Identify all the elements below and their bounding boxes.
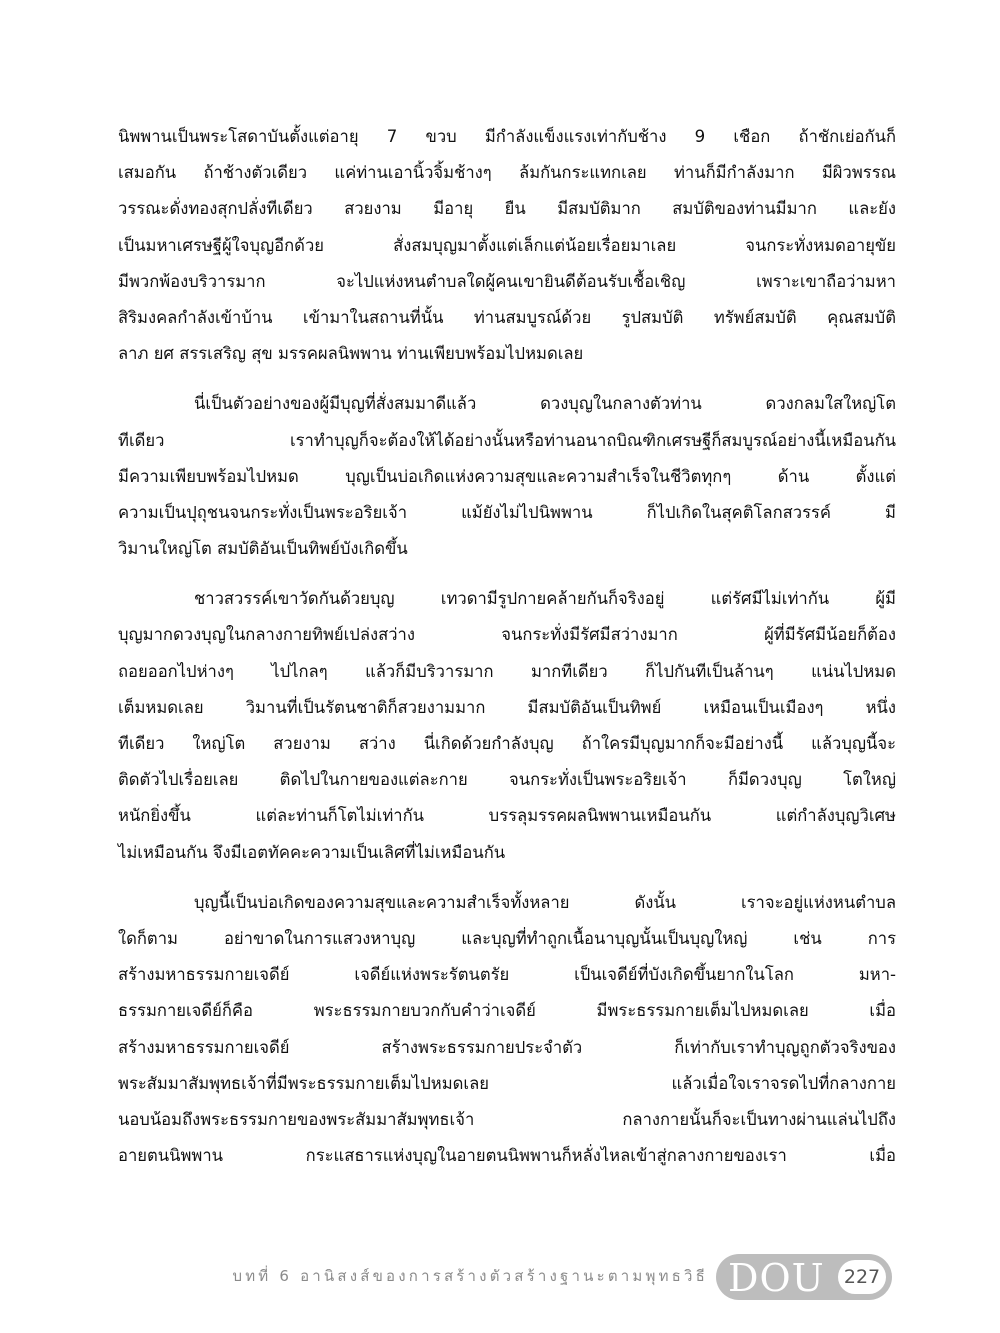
text-line: นอบน้อมถึงพระธรรมกายของพระสัมมาสัมพุทธเจ้า กลางกายนั้นก็จะเป็นทางผ่านแล่นไปถึง	[118, 1109, 896, 1129]
text-line: ติดตัวไปเรื่อยเลย ติดไปในกายของแต่ละกาย จนกระทั่งเป็นพระอริยเจ้า ก็มีดวงบุญ โตใหญ่	[118, 770, 896, 790]
text-line: ความเป็นปุถุชนจนกระทั่งเป็นพระอริยเจ้า แม้ยังไม่ไปนิพพาน ก็ไปเกิดในสุคติโลกสวรรค์ มี	[118, 502, 896, 522]
page-number: 227	[838, 1260, 886, 1294]
text-line: ไม่เหมือนกัน จึงมีเอตทัคคะความเป็นเลิศที่ไม่เหมือนกัน	[118, 842, 506, 862]
body-text	[118, 119, 896, 1174]
text-line: ลาภ ยศ สรรเสริญ สุข มรรคผลนิพพาน ท่านเพียบพร้อมไปหมดเลย	[118, 344, 584, 364]
text-line: เสมอกัน ถ้าช้างตัวเดียว แค่ท่านเอานิ้วจิ้มช้างๆ ล้มกันกระแทกเลย ท่านก็มีกำลังมาก มีผิวพรรณ	[118, 163, 896, 183]
chapter-title: บทที่ 6 อานิสงส์ของการสร้างตัวสร้างฐานะตามพุทธวิธี	[232, 1267, 708, 1285]
text-line: อายตนนิพพาน กระแสธารแห่งบุญในอายตนนิพพานก็หลั่งไหลเข้าสู่กลางกายของเรา เมื่อ	[118, 1146, 896, 1166]
text-line: ถอยออกไปห่างๆ ไปไกลๆ แล้วก็มีบริวารมาก มากทีเดียว ก็ไปกันทีเป็นล้านๆ แน่นไปหมด	[118, 661, 896, 681]
text-line: เป็นมหาเศรษฐีผู้ใจบุญอีกด้วย สั่งสมบุญมาตั้งแต่เล็กแต่น้อยเรื่อยมาเลย จนกระทั่งหมดอายุขัย	[118, 235, 896, 255]
text-line: บุญนี้เป็นบ่อเกิดของความสุขและความสำเร็จทั้งหลาย ดังนั้น เราจะอยู่แห่งหนตำบล	[194, 892, 896, 912]
paragraph-3	[118, 581, 896, 871]
paragraph-4	[118, 885, 896, 1175]
text-line: ทีเดียว เราทำบุญก็จะต้องให้ได้อย่างนั้นหรือท่านอนาถบิณฑิกเศรษฐีก็สมบูรณ์อย่างนี้เหมือนกัน	[118, 430, 896, 450]
text-line: ธรรมกายเจดีย์ก็คือ พระธรรมกายบวกกับคำว่าเจดีย์ มีพระธรรมกายเต็มไปหมดเลย เมื่อ	[118, 1001, 896, 1021]
text-line: บุญมากดวงบุญในกลางกายทิพย์เปล่งสว่าง จนกระทั่งมีรัศมีสว่างมาก ผู้ที่มีรัศมีน้อยก็ต้อง	[118, 625, 896, 645]
text-line: สร้างมหาธรรมกายเจดีย์ สร้างพระธรรมกายประจำตัว ก็เท่ากับเราทำบุญถูกตัวจริงของ	[118, 1037, 896, 1057]
text-line: ทีเดียว ใหญ่โต สวยงาม สว่าง นี่เกิดด้วยกำลังบุญ ถ้าใครมีบุญมากก็จะมีอย่างนี้ แล้วบุญนี้จะ	[118, 734, 896, 753]
text-line: นี่เป็นตัวอย่างของผู้มีบุญที่สั่งสมมาดีแล้ว ดวงบุญในกลางตัวท่าน ดวงกลมใสใหญ่โต	[194, 394, 896, 414]
text-line: ใดก็ตาม อย่าขาดในการแสวงหาบุญ และบุญที่ทำถูกเนื้อนาบุญนั้นเป็นบุญใหญ่ เช่น การ	[118, 928, 896, 948]
text-line: วิมานใหญ่โต สมบัติอันเป็นทิพย์บังเกิดขึ้น	[118, 539, 408, 559]
text-line: ชาวสวรรค์เขาวัดกันด้วยบุญ เทวดามีรูปกายคล้ายกันก็จริงอยู่ แต่รัศมีไม่เท่ากัน ผู้มี	[194, 589, 896, 609]
text-line: มีความเพียบพร้อมไปหมด บุญเป็นบ่อเกิดแห่งความสุขและความสำเร็จในชีวิตทุกๆ ด้าน ตั้งแต่	[118, 466, 896, 486]
text-line: เต็มหมดเลย วิมานที่เป็นรัตนชาติก็สวยงามมาก มีสมบัติอันเป็นทิพย์ เหมือนเป็นเมืองๆ หนึ่ง	[118, 697, 896, 717]
page-footer	[0, 1248, 1000, 1308]
text-line: นิพพานเป็นพระโสดาบันตั้งแต่อายุ 7 ขวบ มีกำลังแข็งแรงเท่ากับช้าง 9 เชือก ถ้าชักเย่อกันก็	[118, 127, 896, 146]
text-line: สิริมงคลกำลังเข้าบ้าน เข้ามาในสถานที่นั้น ท่านสมบูรณ์ด้วย รูปสมบัติ ทรัพย์สมบัติ คุณสมบัติ	[118, 307, 896, 327]
text-line: สร้างมหาธรรมกายเจดีย์ เจดีย์แห่งพระรัตนตรัย เป็นเจดีย์ที่บังเกิดขึ้นยากในโลก มหา-	[118, 965, 896, 985]
text-line: วรรณะดั่งทองสุกปลั่งทีเดียว สวยงาม มีอายุ ยืน มีสมบัติมาก สมบัติของท่านมีมาก และยัง	[118, 199, 896, 219]
text-line: มีพวกพ้องบริวารมาก จะไปแห่งหนตำบลใดผู้คนเขายินดีต้อนรับเชื้อเชิญ เพราะเขาถือว่ามหา	[118, 271, 896, 291]
paragraph-2	[118, 386, 896, 567]
page-badge	[716, 1254, 892, 1300]
text-line: พระสัมมาสัมพุทธเจ้าที่มีพระธรรมกายเต็มไปหมดเลย แล้วเมื่อใจเราจรดไปที่กลางกาย	[118, 1073, 896, 1093]
dou-logo: DOU	[728, 1256, 825, 1300]
text-line: หนักยิ่งขึ้น แต่ละท่านก็โตไม่เท่ากัน บรรลุมรรคผลนิพพานเหมือนกัน แต่กำลังบุญวิเศษ	[118, 806, 896, 826]
paragraph-1	[118, 119, 896, 372]
